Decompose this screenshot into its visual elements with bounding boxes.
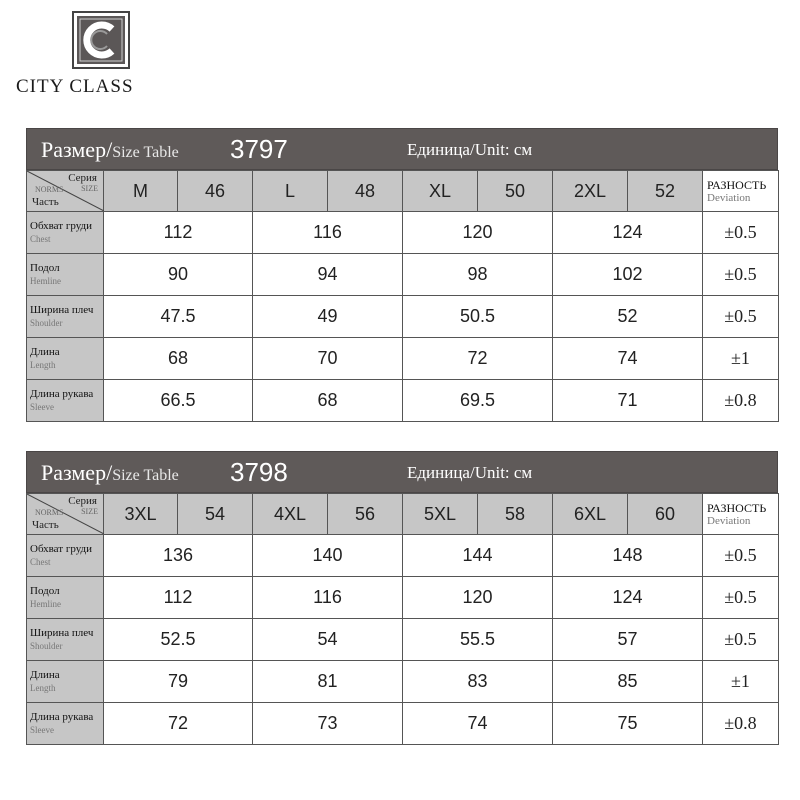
deviation-cell: ±0.5	[703, 577, 779, 619]
row-label-en: Length	[30, 359, 56, 370]
size-cell: 54	[178, 494, 253, 535]
value-cell: 98	[403, 254, 553, 296]
table-row	[27, 703, 779, 745]
table-row	[27, 338, 779, 380]
unit-label: Единица/Unit: см	[407, 140, 533, 159]
size-cell: L	[253, 171, 328, 212]
table-title	[41, 460, 179, 486]
row-label-en: Sleeve	[30, 724, 54, 735]
deviation-cell: ±0.5	[703, 619, 779, 661]
row-label	[27, 703, 104, 745]
size-header-row	[27, 171, 779, 212]
value-cell: 72	[104, 703, 253, 745]
row-label	[27, 380, 104, 422]
row-label	[27, 661, 104, 703]
value-cell: 83	[403, 661, 553, 703]
size-cell: 48	[328, 171, 403, 212]
corner-norms: NORMS	[35, 508, 64, 517]
value-cell: 136	[104, 535, 253, 577]
row-label-ru: Обхват груди	[30, 542, 92, 555]
corner-norms: NORMS	[35, 185, 64, 194]
size-grid	[26, 493, 779, 745]
deviation-cell: ±0.5	[703, 296, 779, 338]
value-cell: 70	[253, 338, 403, 380]
value-cell: 47.5	[104, 296, 253, 338]
corner-part: Часть	[32, 519, 59, 531]
size-cell: 52	[628, 171, 703, 212]
row-label-en: Shoulder	[30, 317, 63, 328]
deviation-ru: РАЗНОСТЬ	[707, 177, 767, 192]
corner-series: Серия	[68, 495, 97, 507]
deviation-header	[703, 494, 779, 535]
size-cell: 58	[478, 494, 553, 535]
row-label	[27, 338, 104, 380]
table-row	[27, 619, 779, 661]
value-cell: 94	[253, 254, 403, 296]
corner-cell	[27, 171, 104, 212]
value-cell: 102	[553, 254, 703, 296]
model-code: 3798	[230, 457, 288, 487]
size-table	[26, 128, 778, 422]
size-table	[26, 451, 778, 745]
value-cell: 74	[553, 338, 703, 380]
city-class-c-logo-icon	[72, 11, 130, 69]
value-cell: 116	[253, 212, 403, 254]
row-label-ru: Длина рукава	[30, 710, 94, 723]
value-cell: 75	[553, 703, 703, 745]
table-row	[27, 380, 779, 422]
value-cell: 81	[253, 661, 403, 703]
value-cell: 112	[104, 577, 253, 619]
corner-part: Часть	[32, 196, 59, 208]
value-cell: 140	[253, 535, 403, 577]
value-cell: 69.5	[403, 380, 553, 422]
corner-cell	[27, 494, 104, 535]
size-grid	[26, 170, 779, 422]
deviation-en: Deviation	[707, 514, 751, 527]
row-label	[27, 619, 104, 661]
corner-size: SIZE	[81, 507, 98, 516]
size-cell: 6XL	[553, 494, 628, 535]
size-cell: M	[104, 171, 178, 212]
row-label-ru: Обхват груди	[30, 219, 92, 232]
row-label	[27, 254, 104, 296]
size-cell: 56	[328, 494, 403, 535]
value-cell: 49	[253, 296, 403, 338]
row-label-ru: Ширина плеч	[30, 303, 94, 316]
row-label-ru: Длина рукава	[30, 387, 94, 400]
row-label-en: Hemline	[30, 275, 61, 286]
row-label-ru: Ширина плеч	[30, 626, 94, 639]
size-cell: 3XL	[104, 494, 178, 535]
value-cell: 68	[104, 338, 253, 380]
value-cell: 112	[104, 212, 253, 254]
value-cell: 120	[403, 577, 553, 619]
size-cell: 5XL	[403, 494, 478, 535]
unit-label: Единица/Unit: см	[407, 463, 533, 482]
row-label-en: Shoulder	[30, 640, 63, 651]
value-cell: 116	[253, 577, 403, 619]
row-label-en: Sleeve	[30, 401, 54, 412]
value-cell: 85	[553, 661, 703, 703]
size-cell: 2XL	[553, 171, 628, 212]
value-cell: 90	[104, 254, 253, 296]
table-row	[27, 212, 779, 254]
deviation-cell: ±0.5	[703, 535, 779, 577]
value-cell: 74	[403, 703, 553, 745]
value-cell: 120	[403, 212, 553, 254]
deviation-cell: ±1	[703, 338, 779, 380]
row-label	[27, 577, 104, 619]
corner-size: SIZE	[81, 184, 98, 193]
table-row	[27, 661, 779, 703]
deviation-en: Deviation	[707, 191, 751, 204]
row-label	[27, 535, 104, 577]
value-cell: 68	[253, 380, 403, 422]
size-cell: 4XL	[253, 494, 328, 535]
value-cell: 73	[253, 703, 403, 745]
size-cell: XL	[403, 171, 478, 212]
value-cell: 55.5	[403, 619, 553, 661]
size-header-row	[27, 494, 779, 535]
deviation-cell: ±0.8	[703, 703, 779, 745]
value-cell: 57	[553, 619, 703, 661]
table-row	[27, 296, 779, 338]
table-row	[27, 577, 779, 619]
corner-series: Серия	[68, 172, 97, 184]
row-label-ru: Подол	[30, 261, 60, 274]
value-cell: 54	[253, 619, 403, 661]
value-cell: 124	[553, 212, 703, 254]
title-en: Size Table	[112, 467, 179, 484]
table-header	[26, 128, 778, 170]
title-ru: Размер/	[41, 137, 113, 162]
value-cell: 71	[553, 380, 703, 422]
value-cell: 52	[553, 296, 703, 338]
table-title	[41, 137, 179, 163]
size-cell: 60	[628, 494, 703, 535]
deviation-cell: ±0.5	[703, 212, 779, 254]
value-cell: 50.5	[403, 296, 553, 338]
row-label-en: Chest	[30, 556, 51, 567]
title-ru: Размер/	[41, 460, 113, 485]
deviation-ru: РАЗНОСТЬ	[707, 500, 767, 515]
size-cell: 46	[178, 171, 253, 212]
row-label-ru: Подол	[30, 584, 60, 597]
deviation-cell: ±0.5	[703, 254, 779, 296]
row-label-en: Hemline	[30, 598, 61, 609]
row-label-ru: Длина	[30, 668, 60, 681]
value-cell: 72	[403, 338, 553, 380]
value-cell: 148	[553, 535, 703, 577]
row-label	[27, 212, 104, 254]
table-row	[27, 254, 779, 296]
model-code: 3797	[230, 134, 288, 164]
value-cell: 52.5	[104, 619, 253, 661]
row-label-en: Chest	[30, 233, 51, 244]
row-label-en: Length	[30, 682, 56, 693]
title-en: Size Table	[112, 144, 179, 161]
row-label	[27, 296, 104, 338]
brand-name: CITY CLASS	[16, 76, 134, 97]
table-row	[27, 535, 779, 577]
table-header	[26, 451, 778, 493]
deviation-cell: ±1	[703, 661, 779, 703]
size-cell: 50	[478, 171, 553, 212]
value-cell: 144	[403, 535, 553, 577]
row-label-ru: Длина	[30, 345, 60, 358]
value-cell: 66.5	[104, 380, 253, 422]
deviation-cell: ±0.8	[703, 380, 779, 422]
value-cell: 124	[553, 577, 703, 619]
value-cell: 79	[104, 661, 253, 703]
deviation-header	[703, 171, 779, 212]
